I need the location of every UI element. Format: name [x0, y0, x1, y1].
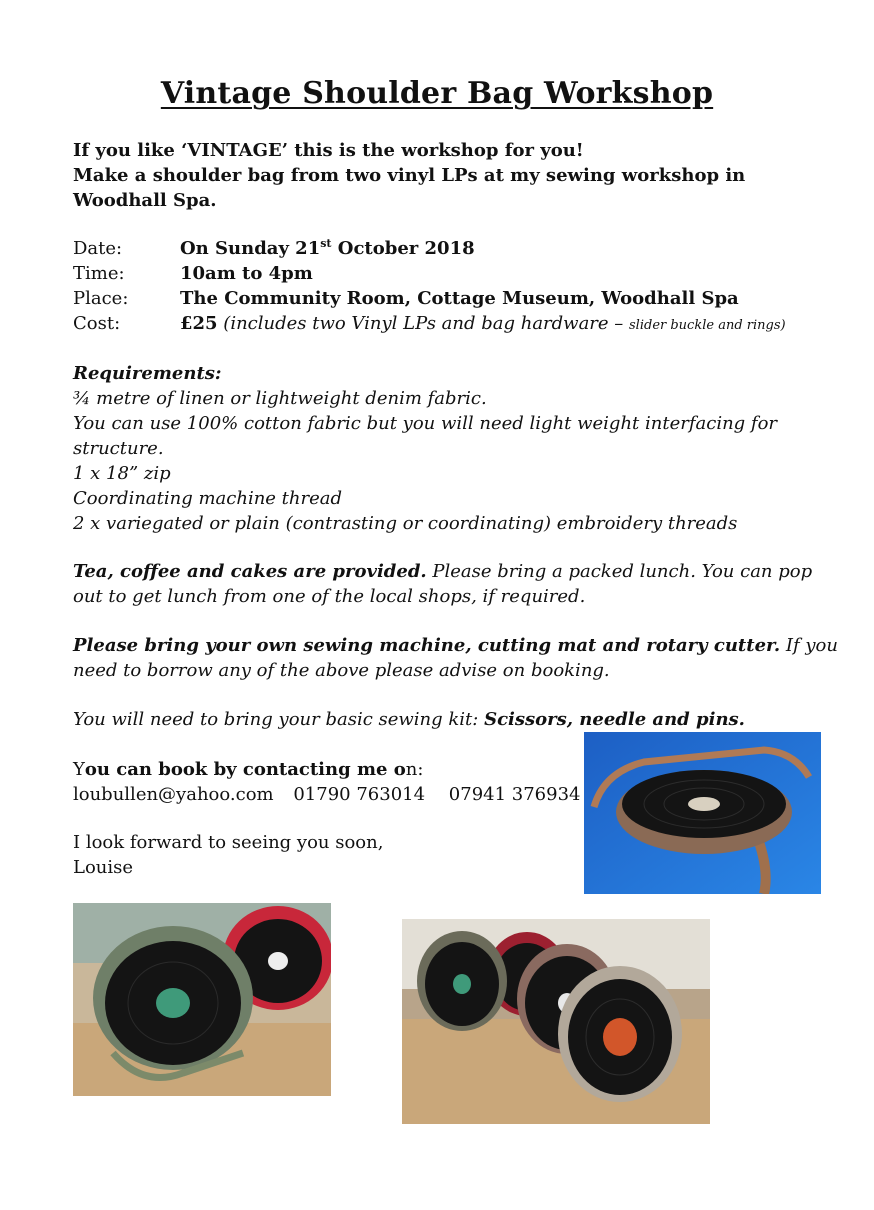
time-label: Time: — [73, 263, 125, 284]
photo-bags-table-right — [402, 919, 710, 1124]
sign-off-name: Louise — [73, 857, 134, 878]
place-label: Place: — [73, 288, 129, 309]
kit-bold: Scissors, needle and pins. — [484, 709, 745, 730]
date-value-month: October 2018 — [331, 238, 475, 259]
requirement-item: ¾ metre of linen or lightweight denim fabric. — [73, 388, 487, 409]
kit-text: You will need to bring your basic sewing kit: — [73, 709, 485, 730]
time-value: 10am to 4pm — [180, 263, 313, 284]
cost-label: Cost: — [73, 313, 121, 334]
booking-heading-start: Y — [73, 759, 85, 780]
equipment-text-2: need to borrow any of the above please advise on booking. — [73, 660, 610, 681]
photo-bags-table-right-image — [402, 919, 710, 1124]
cost-note: (includes two Vinyl LPs and bag hardware – — [217, 313, 630, 334]
date-label: Date: — [73, 238, 123, 259]
intro — [73, 138, 745, 213]
equipment-bold: Please bring your own sewing machine, cutting mat and rotary cutter. — [73, 635, 781, 656]
date-ordinal: st — [320, 237, 332, 250]
booking-heading-bold: ou can book by contacting me o — [84, 759, 406, 780]
place-value: The Community Room, Cottage Museum, Woodhall Spa — [180, 288, 739, 309]
date-value — [180, 236, 475, 261]
requirement-item: 2 x variegated or plain (contrasting or coordinating) embroidery threads — [73, 513, 738, 534]
date-value-day: On Sunday 21 — [180, 238, 321, 259]
sign-off-line: I look forward to seeing you soon, — [73, 832, 384, 853]
requirement-item: You can use 100% cotton fabric but you will need light weight interfacing for — [73, 413, 778, 434]
equipment-text: If you — [780, 635, 838, 656]
photo-bags-table-left — [73, 903, 331, 1096]
cost-note-small: slider buckle and rings) — [629, 318, 786, 333]
requirement-item: structure. — [73, 438, 164, 459]
photo-bag-on-blue-image — [584, 732, 821, 894]
intro-line-2: Make a shoulder bag from two vinyl LPs at my sewing workshop in — [73, 165, 746, 186]
refreshments-text: Please bring a packed lunch. You can pop — [426, 561, 813, 582]
intro-line-1: If you like ‘VINTAGE’ this is the workshop for you! — [73, 140, 584, 161]
requirement-item: Coordinating machine thread — [73, 488, 343, 509]
cost-value — [180, 311, 786, 338]
refreshments-bold: Tea, coffee and cakes are provided. — [73, 561, 427, 582]
photo-bag-on-blue — [584, 732, 821, 894]
cost-price: £25 — [180, 313, 218, 334]
photo-bags-table-left-image — [73, 903, 331, 1096]
page-title: Vintage Shoulder Bag Workshop — [160, 76, 714, 111]
email-address[interactable]: loubullen@yahoo.com — [73, 784, 274, 805]
requirement-item: 1 x 18” zip — [73, 463, 171, 484]
phone-number-2[interactable]: 07941 376934 — [448, 784, 581, 805]
booking-heading-end: n: — [405, 759, 424, 780]
sign-off — [73, 830, 383, 880]
equipment-paragraph — [73, 633, 838, 683]
booking-contact — [73, 757, 581, 807]
phone-number-1[interactable]: 01790 763014 — [293, 784, 426, 805]
requirements-heading: Requirements: — [73, 363, 222, 384]
requirements — [73, 361, 778, 536]
refreshments-text-2: out to get lunch from one of the local shops, if required. — [73, 586, 586, 607]
kit-paragraph — [73, 707, 813, 732]
booking-heading — [73, 757, 581, 782]
intro-line-3: Woodhall Spa. — [73, 190, 217, 211]
refreshments-paragraph — [73, 559, 813, 609]
